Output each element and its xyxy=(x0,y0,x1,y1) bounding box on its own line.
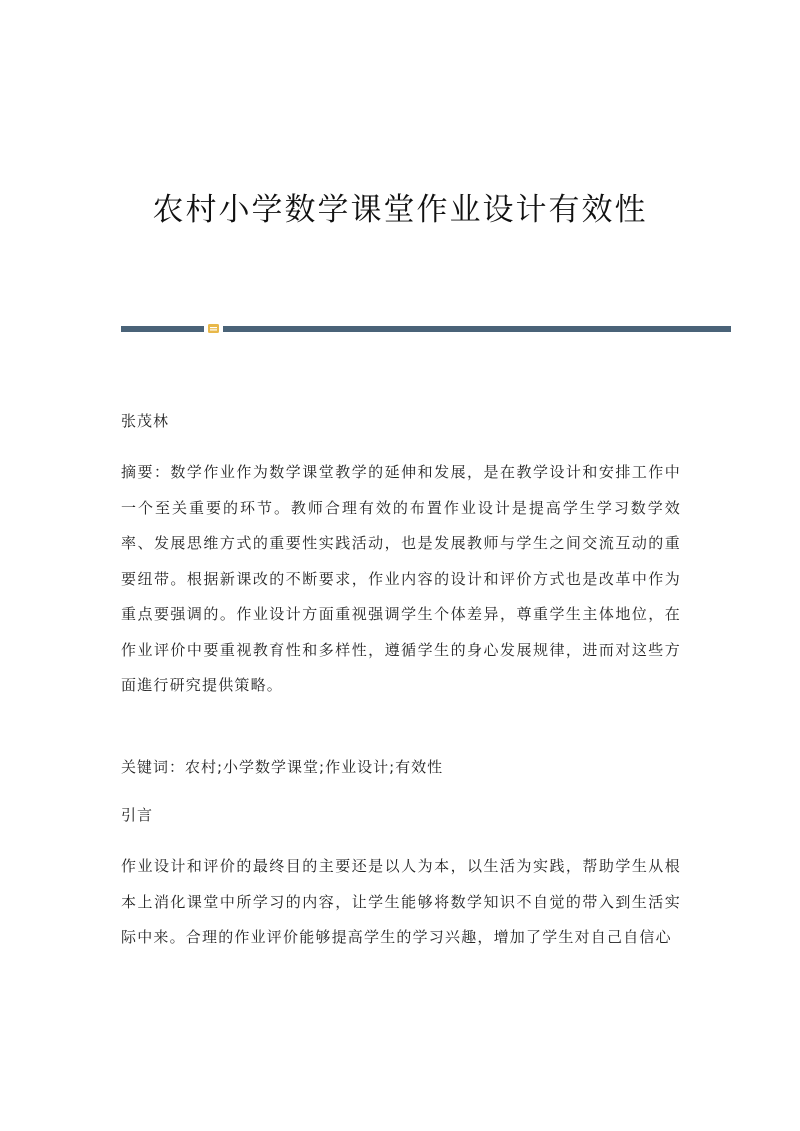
keywords-line: 关键词：农村;小学数学课堂;作业设计;有效性 xyxy=(121,758,444,776)
divider-bar-left xyxy=(121,326,204,332)
title-divider xyxy=(121,326,731,332)
divider-bar-right xyxy=(223,326,731,332)
author-name: 张茂林 xyxy=(121,412,170,430)
document-title: 农村小学数学课堂作业设计有效性 xyxy=(152,192,648,228)
abstract-paragraph: 摘要：数学作业作为数学课堂教学的延伸和发展，是在教学设计和安排工作中一个至关重要的环节。教师合理有效的布置作业设计是提高学生学习数学效率、发展思维方式的重要性实践活动，也是发展教师与学生之间交流互动的重要纽带。根据新课改的不断要求，作业内容的设计和评价方式也是改革中作为重点要强调的。作业设计方面重视强调学生个体差异，尊重学生主体地位，在作业评价中要重视教育性和多样性，遵循学生的身心发展规律，进而对这些方面進行研究提供策略。 xyxy=(121,463,681,694)
section-heading-introduction: 引言 xyxy=(121,806,154,824)
ornament-icon xyxy=(207,322,220,335)
introduction-paragraph: 作业设计和评价的最终目的主要还是以人为本，以生活为实践，帮助学生从根本上消化课堂中所学习的内容，让学生能够将数学知识不自觉的带入到生活实际中来。合理的作业评价能够提高学生的学习兴趣，增加了学生对自己自信心 xyxy=(121,857,681,946)
